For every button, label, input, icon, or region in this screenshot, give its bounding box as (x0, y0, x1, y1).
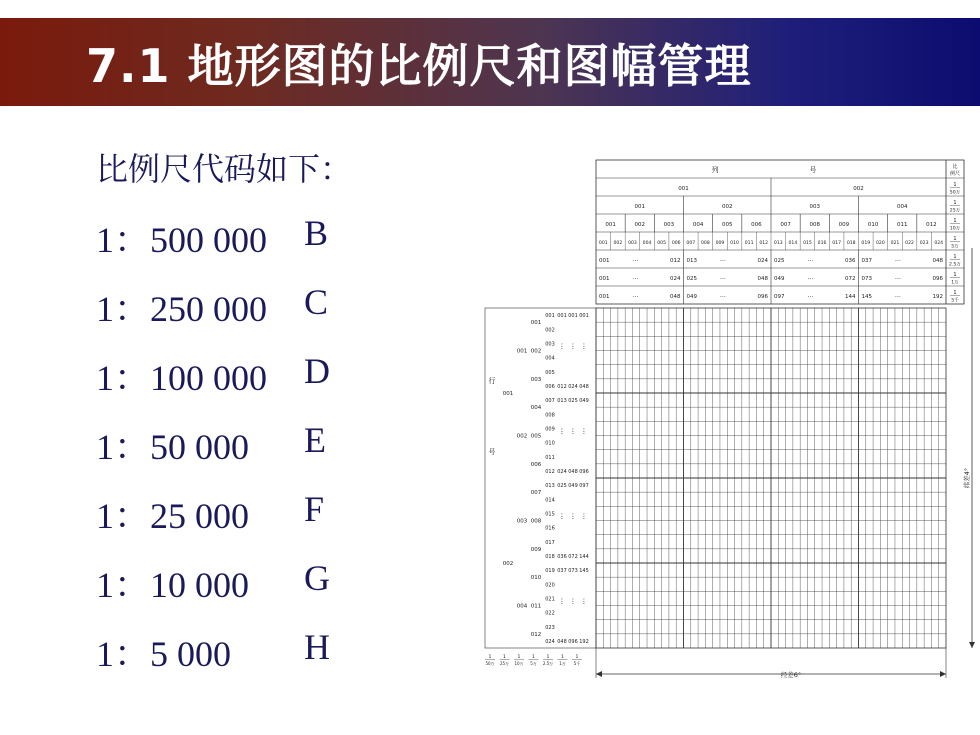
header-cell-label: 096 (932, 276, 943, 282)
header-cell-label: 017 (832, 241, 842, 246)
header-cell-label: 192 (932, 294, 943, 300)
row-number-label: 002 (545, 327, 555, 334)
row-number-label: 004 (516, 603, 528, 610)
header-cell-label: 009 (715, 241, 725, 246)
header-cell-label: … (632, 292, 639, 299)
row-number-label: 025 (568, 398, 578, 405)
row-number-label: 017 (545, 539, 555, 546)
row-number-label: 013 (557, 398, 567, 405)
row-number-label: 004 (545, 355, 555, 362)
row-number-label: 048 (568, 468, 578, 475)
row-number-label: 010 (545, 440, 555, 447)
arrow-head-left (596, 671, 602, 677)
row-ellipsis-label: ⋮ (558, 512, 566, 521)
header-cell-label: … (807, 256, 814, 263)
row-number-label: 005 (545, 369, 555, 376)
header-cell-label: 023 (919, 241, 929, 246)
header-cell-label: 002 (634, 222, 645, 228)
bottom-scale-label: 1 (503, 655, 506, 660)
row-ellipsis-label: ⋮ (569, 512, 577, 521)
row-ellipsis-label: ⋮ (569, 427, 577, 436)
bottom-scale-label: 1 (546, 655, 550, 660)
row-number-label: 002 (502, 561, 514, 567)
scale-ratio-label: 1万 (951, 280, 959, 286)
scale-code: G (304, 558, 330, 598)
scale-ratio: 1：10 000 (96, 565, 250, 605)
row-number-label: 002 (530, 348, 542, 355)
row-number-label: 008 (530, 518, 542, 525)
header-cell-label: 025 (774, 258, 785, 264)
row-number-label: 007 (545, 398, 555, 405)
header-cell-label: 012 (926, 222, 937, 228)
lat-span-label: 纬差4° (963, 467, 971, 489)
map-sheet-grid (484, 158, 980, 688)
bottom-scale-label: 50万 (485, 661, 495, 666)
header-cell-label: 010 (867, 222, 879, 228)
header-cell-label: 003 (809, 204, 820, 210)
header-cell-label: … (719, 292, 726, 299)
row-number-label: 072 (568, 553, 578, 560)
header-cell-label: 007 (780, 222, 791, 228)
row-number-label: 001 (530, 320, 542, 327)
header-cell-label: 014 (788, 241, 798, 246)
header-cell-label: … (807, 292, 814, 299)
header-cell-label: 021 (890, 241, 900, 246)
row-number-label: 001 (516, 348, 528, 355)
row-number-label: 025 (557, 483, 567, 490)
scale-code: B (304, 213, 329, 253)
row-number-label: 010 (530, 575, 542, 582)
row-ellipsis-label: ⋮ (569, 597, 577, 606)
scale-ratio-label: 1 (953, 218, 957, 224)
header-cell-label: 011 (897, 222, 908, 228)
header-cell-label: 048 (757, 276, 768, 282)
header-cell-label: 049 (686, 294, 697, 300)
header-cell-label: 009 (838, 222, 850, 228)
scale-ratio-label: 10万 (949, 226, 961, 232)
header-cell-label: 048 (670, 294, 681, 300)
header-cell-label: 013 (773, 241, 783, 246)
row-number-label: 009 (545, 426, 555, 433)
row-number-label: 002 (516, 433, 528, 440)
header-cell-label: 004 (692, 222, 704, 228)
row-number-label: 144 (579, 553, 589, 560)
scale-ratio-label: 1 (953, 272, 957, 278)
row-number-label: 003 (530, 376, 542, 383)
scale-ratio: 1：100 000 (96, 358, 268, 398)
header-cell-label: 006 (671, 241, 681, 246)
row-number-label: 011 (530, 603, 542, 610)
row-title-label: 行 (488, 376, 496, 385)
row-number-label: 048 (579, 383, 589, 390)
header-cell-label: 037 (861, 258, 872, 264)
row-number-label: 007 (530, 490, 542, 497)
header-cell-label: 002 (853, 186, 864, 192)
row-ellipsis-label: ⋮ (580, 597, 588, 606)
row-number-label: 049 (568, 483, 578, 490)
row-ellipsis-label: ⋮ (558, 342, 566, 351)
header-cell-label: 001 (678, 186, 689, 192)
column-title-label: 列 (711, 166, 719, 174)
row-number-label: 019 (545, 568, 555, 575)
row-number-label: 006 (530, 461, 542, 468)
bottom-scale-label: 1 (532, 655, 535, 660)
bottom-scale-label: 5万 (530, 661, 537, 666)
header-cell-label: 011 (744, 241, 754, 246)
row-number-label: 009 (530, 546, 542, 553)
header-cell-label: 144 (845, 294, 856, 300)
header-cell-label: 008 (700, 241, 710, 246)
header-cell-label: 001 (599, 258, 610, 264)
scale-code: D (304, 351, 330, 391)
slide-title: 7.1 地形图的比例尺和图幅管理 (86, 39, 752, 93)
header-cell-label: 072 (845, 276, 856, 282)
header-cell-label: 001 (605, 222, 616, 228)
row-number-label: 015 (545, 511, 555, 518)
bottom-scale-label: 1 (488, 655, 492, 660)
header-cell-label: 024 (670, 276, 681, 282)
scale-code: E (304, 420, 326, 460)
scale-ratio: 1：500 000 (96, 220, 268, 260)
scale-code: H (304, 627, 330, 667)
row-number-label: 001 (502, 391, 514, 397)
header-cell-label: 001 (599, 276, 610, 282)
header-cell-label: 036 (845, 258, 856, 264)
row-number-label: 022 (545, 610, 555, 617)
scale-header-label: 例尺 (949, 171, 961, 177)
row-number-label: 048 (557, 638, 567, 645)
scale-ratio-label: 5万 (951, 244, 959, 250)
header-cell-label: 020 (875, 241, 885, 246)
row-number-label: 001 (545, 313, 555, 320)
lon-span-label: 经差6° (780, 671, 802, 679)
header-cell-label: 145 (861, 294, 872, 300)
header-cell-label: … (719, 274, 726, 281)
header-cell-label: 016 (817, 241, 827, 246)
scale-code: C (304, 282, 329, 322)
scale-ratio-label: 25万 (949, 208, 961, 214)
header-cell-label: … (894, 274, 901, 281)
scale-ratio: 1：5 000 (96, 634, 232, 674)
header-cell-label: 006 (751, 222, 762, 228)
header-cell-label: 004 (897, 204, 908, 210)
bottom-scale-label: 1 (561, 655, 564, 660)
row-number-label: 011 (545, 454, 555, 461)
bottom-scale-label: 1 (517, 655, 521, 660)
header-cell-label: 003 (663, 222, 675, 228)
header-cell-label: 048 (932, 258, 943, 264)
row-number-label: 024 (568, 383, 578, 390)
header-cell-label: 002 (722, 204, 733, 210)
row-ellipsis-label: ⋮ (558, 597, 566, 606)
header-cell-label: 012 (670, 258, 681, 264)
bottom-scale-label: 2.5万 (542, 661, 554, 666)
row-ellipsis-label: ⋮ (569, 342, 577, 351)
intro-text: 比例尺代码如下： (96, 150, 353, 188)
row-number-label: 003 (516, 518, 528, 525)
row-number-label: 004 (530, 405, 542, 412)
row-number-label: 037 (557, 568, 567, 575)
row-number-label: 049 (579, 398, 589, 405)
arrow-head-right (940, 671, 946, 677)
scale-ratio-label: 1 (953, 290, 957, 296)
bottom-scale-label: 25万 (499, 661, 510, 666)
scale-ratio-label: 5千 (951, 298, 959, 304)
scale-ratio-label: 1 (953, 200, 957, 206)
row-number-label: 073 (568, 568, 578, 575)
header-cell-label: 015 (803, 241, 812, 246)
scale-code: F (304, 489, 325, 529)
header-cell-label: … (632, 274, 639, 281)
scale-ratio-label: 2.5万 (949, 262, 961, 268)
row-number-label: 008 (545, 412, 555, 419)
row-number-label: 003 (545, 341, 555, 348)
header-cell-label: 004 (642, 241, 652, 246)
header-cell-label: … (894, 256, 901, 263)
bottom-scale-label: 1万 (559, 661, 566, 666)
row-number-label: 021 (545, 596, 555, 603)
row-number-label: 012 (557, 383, 567, 390)
row-number-label: 012 (545, 468, 555, 475)
bottom-scale-label: 1 (575, 655, 579, 660)
scale-ratio: 1：50 000 (96, 427, 250, 467)
header-cell-label: 001 (634, 204, 645, 210)
header-cell-label: 001 (598, 241, 608, 246)
header-cell-label: 097 (774, 294, 785, 300)
row-number-label: 001 (579, 313, 589, 320)
scale-ratio-label: 1 (953, 236, 957, 242)
row-number-label: 096 (579, 468, 589, 475)
header-cell-label: 013 (686, 258, 697, 264)
header-cell-label: 012 (759, 241, 769, 246)
row-number-label: 018 (545, 553, 555, 560)
column-title-label: 号 (809, 166, 817, 174)
header-cell-label: 018 (846, 241, 856, 246)
bottom-scale-label: 10万 (514, 661, 524, 666)
header-cell-label: 024 (934, 241, 944, 246)
header-cell-label: … (632, 256, 639, 263)
row-number-label: 097 (579, 483, 589, 490)
arrow-head-down (969, 642, 975, 648)
header-cell-label: 005 (722, 222, 733, 228)
header-cell-label: 073 (861, 276, 872, 282)
header-cell-label: 025 (686, 276, 697, 282)
row-number-label: 192 (579, 638, 589, 645)
row-number-label: 006 (545, 383, 555, 390)
scale-ratio-label: 1 (953, 182, 957, 188)
header-cell-label: 024 (757, 258, 768, 264)
header-cell-label: 010 (730, 241, 739, 246)
header-cell-label: 007 (686, 241, 696, 246)
header-cell-label: 005 (657, 241, 667, 246)
row-number-label: 014 (545, 497, 555, 504)
header-cell-label: 022 (905, 241, 914, 246)
row-number-label: 001 (557, 313, 567, 320)
row-number-label: 001 (568, 313, 578, 320)
header-cell-label: 001 (599, 294, 610, 300)
bottom-scale-label: 5千 (573, 661, 581, 666)
row-number-label: 024 (545, 638, 555, 645)
row-number-label: 024 (557, 468, 567, 475)
row-number-label: 023 (545, 624, 555, 631)
scale-ratio-label: 50万 (949, 190, 961, 196)
row-number-label: 096 (568, 638, 578, 645)
row-number-label: 145 (579, 568, 589, 575)
header-cell-label: 049 (774, 276, 785, 282)
row-number-label: 020 (545, 582, 555, 589)
row-ellipsis-label: ⋮ (580, 512, 588, 521)
header-cell-label: 008 (809, 222, 820, 228)
scale-ratio-label: 1 (953, 254, 957, 260)
row-title-label: 号 (488, 448, 496, 457)
header-cell-label: 019 (861, 241, 871, 246)
row-number-label: 036 (557, 553, 567, 560)
row-ellipsis-label: ⋮ (558, 427, 566, 436)
scale-header-label: 比 (952, 164, 958, 170)
row-number-label: 016 (545, 525, 555, 532)
header-cell-label: … (719, 256, 726, 263)
row-number-label: 012 (530, 631, 542, 638)
header-cell-label: 003 (628, 241, 637, 246)
scale-ratio: 1：250 000 (96, 289, 268, 329)
map-sheet-diagram (484, 158, 980, 688)
header-cell-label: … (807, 274, 814, 281)
scale-ratio: 1：25 000 (96, 496, 250, 536)
row-ellipsis-label: ⋮ (580, 427, 588, 436)
row-number-label: 005 (530, 433, 542, 440)
row-ellipsis-label: ⋮ (580, 342, 588, 351)
row-number-label: 013 (545, 483, 555, 490)
header-cell-label: 002 (613, 241, 623, 246)
row-label-border (485, 308, 596, 648)
header-cell-label: … (894, 292, 901, 299)
header-cell-label: 096 (757, 294, 768, 300)
